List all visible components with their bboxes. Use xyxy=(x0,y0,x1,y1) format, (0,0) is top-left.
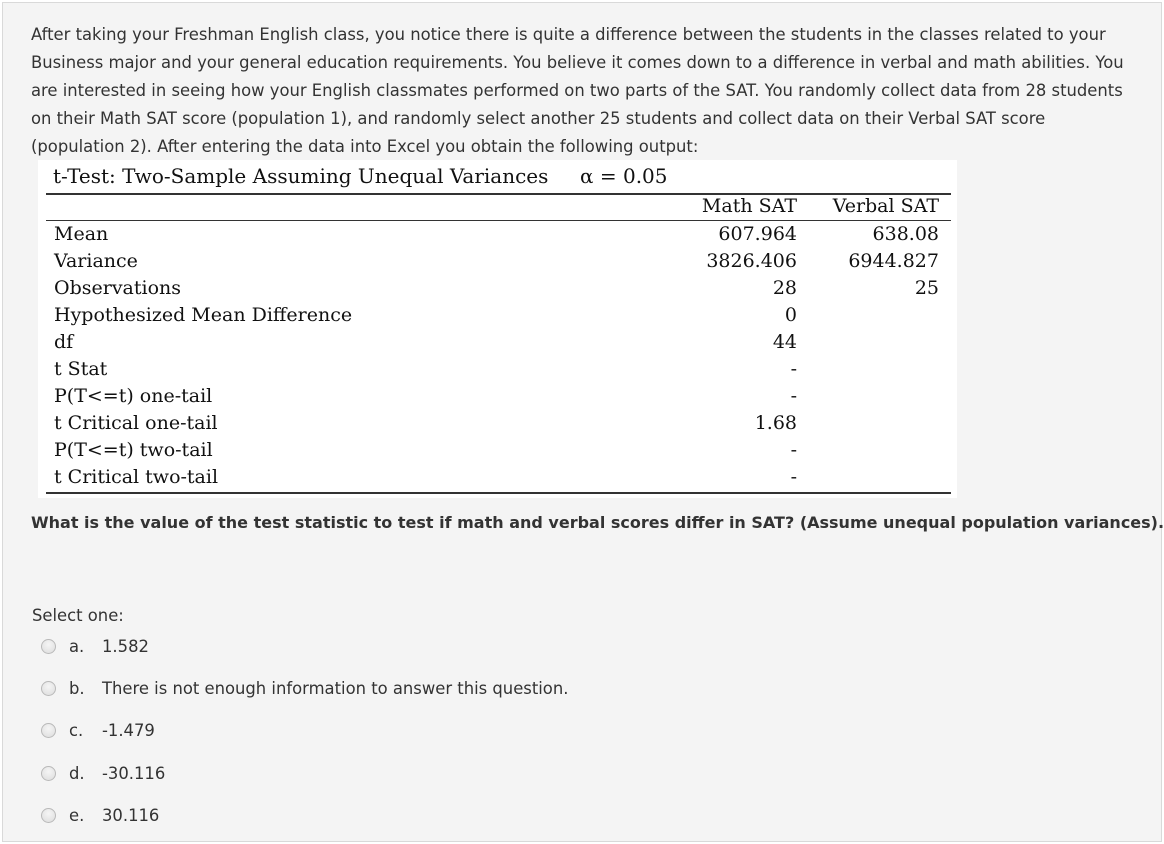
column-header-math-sat: Math SAT xyxy=(701,195,797,217)
select-one-label: Select one: xyxy=(32,606,124,625)
column-header-verbal-sat: Verbal SAT xyxy=(832,195,939,217)
row-label: Observations xyxy=(54,277,182,299)
verbal-value: 6944.827 xyxy=(848,250,939,272)
option-text[interactable]: -30.116 xyxy=(102,764,166,783)
ttest-title: t-Test: Two-Sample Assuming Unequal Variances xyxy=(53,164,549,188)
row-label: Variance xyxy=(54,250,138,272)
math-value: 3826.406 xyxy=(706,250,797,272)
table-row-df xyxy=(38,329,957,356)
table-top-rule xyxy=(46,193,951,195)
math-value: - xyxy=(790,385,797,407)
question-prompt: What is the value of the test statistic to test if math and verbal scores differ in SAT? (Assume unequal population variances). xyxy=(31,513,1164,532)
answer-option-c[interactable] xyxy=(41,717,741,745)
question-intro-text: After taking your Freshman English class, you notice there is quite a difference between the students in the classes related to your Business major and your general education requirements. You believe it comes down to a difference in verbal and math abilities. You are interested in seeing how your English classmates performed on two parts of the SAT. You randomly collect data from 28 students on their Math SAT score (population 1), and randomly select another 25 students and collect data on their Verbal SAT score (population 2). After entering the data into Excel you obtain the following output: xyxy=(31,25,1124,156)
table-row-p-one-tail xyxy=(38,383,957,410)
option-letter: d. xyxy=(69,764,85,783)
math-value: 1.68 xyxy=(754,412,797,434)
radio-button[interactable] xyxy=(41,639,56,654)
radio-button[interactable] xyxy=(41,723,56,738)
question-card xyxy=(2,2,1162,842)
table-row-hypothesized-mean-difference xyxy=(38,302,957,329)
option-text[interactable]: There is not enough information to answer this question. xyxy=(102,679,569,698)
table-row-observations xyxy=(38,275,957,302)
answer-option-b[interactable] xyxy=(41,675,741,703)
option-text[interactable]: 1.582 xyxy=(102,637,149,656)
row-label: df xyxy=(54,331,74,353)
table-row-p-two-tail xyxy=(38,437,957,464)
table-row-t-critical-one-tail xyxy=(38,410,957,437)
math-value: - xyxy=(790,358,797,380)
option-letter: e. xyxy=(69,806,85,825)
answer-option-e[interactable] xyxy=(41,802,741,830)
math-value: - xyxy=(790,466,797,488)
row-label: t Critical one-tail xyxy=(54,412,218,434)
math-value: 28 xyxy=(772,277,797,299)
math-value: 607.964 xyxy=(718,223,797,245)
table-bottom-rule xyxy=(46,492,951,494)
verbal-value: 25 xyxy=(914,277,939,299)
ttest-alpha: α = 0.05 xyxy=(580,164,668,188)
answer-option-a[interactable] xyxy=(41,633,741,661)
radio-button[interactable] xyxy=(41,808,56,823)
math-value: 44 xyxy=(772,331,797,353)
table-row-t-stat xyxy=(38,356,957,383)
table-row-mean xyxy=(38,221,957,248)
radio-button[interactable] xyxy=(41,766,56,781)
option-letter: a. xyxy=(69,637,85,656)
option-text[interactable]: -1.479 xyxy=(102,721,155,740)
table-row-variance xyxy=(38,248,957,275)
answer-option-d[interactable] xyxy=(41,760,741,788)
math-value: 0 xyxy=(784,304,797,326)
row-label: Hypothesized Mean Difference xyxy=(54,304,353,326)
verbal-value: 638.08 xyxy=(872,223,939,245)
radio-button[interactable] xyxy=(41,681,56,696)
table-row-t-critical-two-tail xyxy=(38,464,957,491)
row-label: P(T<=t) two-tail xyxy=(54,439,213,461)
row-label: t Stat xyxy=(54,358,108,380)
row-label: P(T<=t) one-tail xyxy=(54,385,213,407)
option-letter: c. xyxy=(69,721,84,740)
option-letter: b. xyxy=(69,679,85,698)
row-label: t Critical two-tail xyxy=(54,466,219,488)
math-value: - xyxy=(790,439,797,461)
row-label: Mean xyxy=(54,223,109,245)
ttest-output-table xyxy=(38,160,957,498)
option-text[interactable]: 30.116 xyxy=(102,806,160,825)
